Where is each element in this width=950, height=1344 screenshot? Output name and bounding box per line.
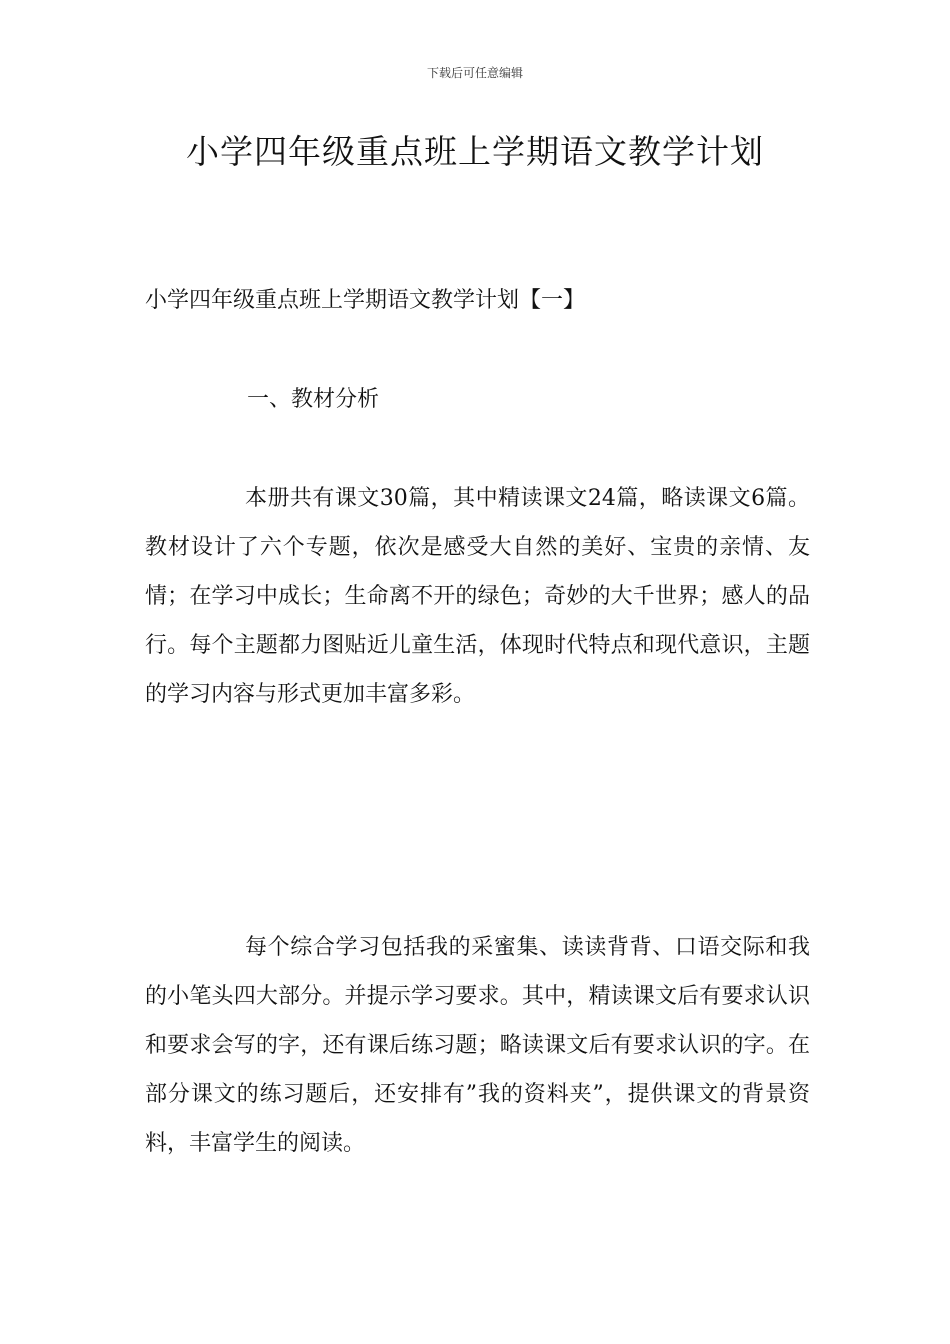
paragraph-comprehensive-learning: 每个综合学习包括我的采蜜集、读读背背、口语交际和我的小笔头四大部分。并提示学习要求。其中，精读课文后有要求认识和要求会写的字，还有课后练习题；略读课文后有要求认识的字。在部分课文的练习题后，还安排有”我的资料夹”，提供课文的背景资料，丰富学生的阅读。 <box>145 935 810 1156</box>
header-note: 下载后可任意编辑 <box>426 66 523 80</box>
section-title: 小学四年级重点班上学期语文教学计划【一】 <box>145 288 586 313</box>
heading-textbook-analysis: 一、教材分析 <box>247 387 380 412</box>
paragraph-textbook-overview: 本册共有课文30篇，其中精读课文24篇，略读课文6篇。教材设计了六个专题，依次是感受大自然的美好、宝贵的亲情、友情；在学习中成长；生命离不开的绿色；奇妙的大千世界；感人的品行。每个主题都力图贴近儿童生活，体现时代特点和现代意识，主题的学习内容与形式更加丰富多彩。 <box>145 486 810 707</box>
document-title: 小学四年级重点班上学期语文教学计划 <box>186 132 764 171</box>
